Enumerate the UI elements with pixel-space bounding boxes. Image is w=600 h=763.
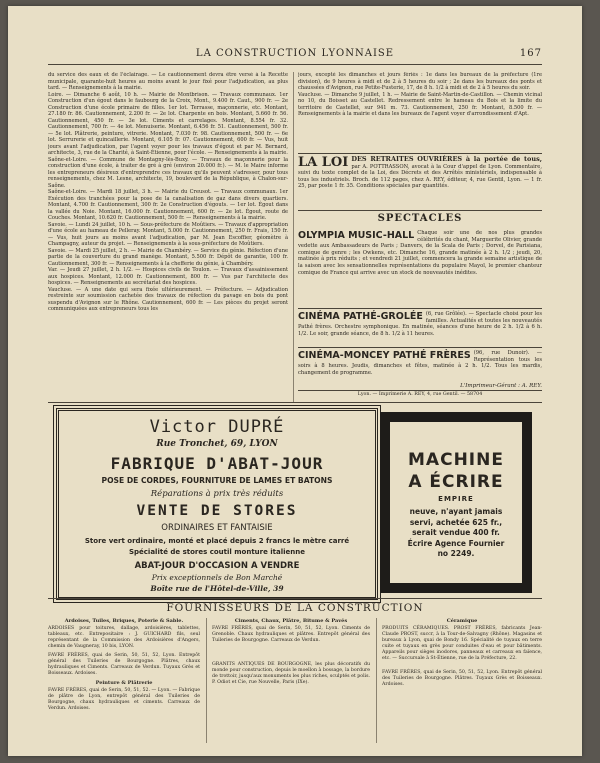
fournisseur-entry: PRODUITS CÉRAMIQUES. PROST FRÈRES, fabricants Jean-Claude PROST, succr, à la Tour-de-Salvagny (Rhône). Magasins et bureaux à Lyon, quai de Bondy 16. Spécialité de tuyaux en terre cuite et tuyaux en grès pour conduites d'eau et pour bâtiments. Appareils pour sièges inodores, panneaux et carreaux en faïence, etc. — Succursale à St-Étienne, rue de la Préfecture, 22. (382, 626, 542, 661)
section-rule (298, 347, 542, 348)
machine-text-line: servi, achetée 625 fr., (409, 517, 503, 527)
dupre-line8: Boîte rue de l'Hôtel-de-Ville, 39 (150, 584, 284, 593)
imprimeur-signature: L'Imprimeur-Gérant : A. REY. (460, 383, 542, 389)
fournisseurs-heading: Ardoises, Tuiles, Briques, Poterie & Sable. (64, 618, 184, 624)
left-paragraph: Savoie. — Lundi 24 juillet, 10 h. — Sous-préfecture de Moûtiers. — Travaux d'appropriation d'une école au hameau de Pelleray. Montant, 5.000 fr. Cautionnement, 250 fr. Frais, 150 fr. — Vus, huit jours au moins avant l'adjudication, par M. Jean Escoffier, géomètre à Champagny, auteur du projet. — Renseignements à la sous-préfecture de Moûtiers. (48, 221, 288, 247)
section-rule (298, 390, 542, 391)
machine-text-line: Écrire Agence Fournier (407, 538, 505, 548)
dupre-name: Victor DUPRÉ (149, 417, 285, 437)
olympia-text: Chaque soir une de nos plus grandes célébrités du chant, Marguerite Olivier, grande vedette aux Ambassadeurs de Paris ; Danvers, de la Scala de Paris ; Dorvel, de Parisiana, comique de genre ; les Owkens, etc. Dimanche 16, grande matinée à 2 h. 1/2 ; jeudi, 20, matinée à prix réduits ; et vendredi 21 juillet, commencera la grande semaine artistique de la saison avec les sensationnelles représentations du populaire Mayol, le premier chanteur comique de France qui arrive avec un stock de nouveautés inédites. (298, 230, 542, 276)
left-paragraph: Saône-et-Loire. — Mardi 18 juillet, 3 h. — Mairie du Creusot. — Travaux communaux. 1er Exécution des tranchées pour la pose de la canalisation de gaz dans divers quartiers. Montant, 4.700 fr. Cautionnement, 300 fr. 2e Construction d'égouts. — 1er lot. Égout dans la vallée du Noie. Montant, 16.000 fr. Cautionnement, 600 fr. — 2e lot. Égout, route de Couches. Montant, 10.620 fr. Cautionnement, 500 fr. — Renseignements à la mairie. (48, 189, 288, 221)
left-paragraph: Vaucluse. — A une date qui sera fixée ultérieurement. — Préfecture. — Adjudication restreinte sur soumission cachetée des travaux de réfection du pavage en bois du pont suspendu d'Avignon sur le Rhône. Cautionnement, 600 fr. — Les pièces du projet seront communiquées aux entrepreneurs tous les (48, 286, 288, 312)
fournisseur-entry: GRANITS ANTIQUES DE BOURGOGNE, les plus décoratifs du monde pour construction, depuis le moellon à bossage, la bordure de trottoir, jusqu'aux monuments les plus riches, sculptés et polis. P. Odiot et Cie, rue Nouvelle, Paris (IXe). (212, 662, 370, 685)
la-loi-heading: DES RETRAITES OUVRIÈRES à la portée de tous, (351, 155, 542, 163)
ads-bottom-rule (48, 598, 542, 599)
fournisseur-entry: FAVRE FRÈRES, quai de Serin, 50, 51, 52, Lyon. Entrepôt général des Tuileries de Bourgogne. Plâtres. Tuyaux Grès et Boisseaux. Ardoises. (382, 670, 542, 687)
left-paragraph: Var. — Jeudi 27 juillet, 2 h. 1/2. — Hospices civils de Toulon. — Travaux d'assainissement aux hospices. Montant, 12.000 fr. Cautionnement, 800 fr. — Vus par l'architecte des hospices. — Renseignements au secrétariat des hospices. (48, 267, 288, 286)
right-paragraph: Vaucluse. — Dimanche 9 juillet, 1 h. — Mairie de Saint-Martin-de-Castillon. — Chemin vicinal no 10, du Boisset au Castellet. Redressement entre le hameau du Bois et la limite du territoire de Castellet, sur 941 m. 73. Cautionnement, 250 fr. Montant, 8.500 fr. — Renseignements à la mairie et dans les bureaux de l'agent voyer d'arrondissement d'Apt. (298, 91, 542, 117)
section-rule (298, 308, 542, 309)
right-column-adjudications (298, 72, 542, 118)
ads-top-rule (48, 402, 542, 403)
machine-text-line: neuve, n'ayant jamais (409, 507, 503, 516)
fournisseurs-title: FOURNISSEURS DE LA CONSTRUCTION (166, 602, 424, 614)
fournisseurs-col-ceramique (382, 618, 542, 691)
fournisseur-entry: FAVRE FRÈRES, quai de Serin, 50, 51, 52, Lyon. Entrepôt général des Tuileries de Bourgogne. Plâtres, chaux hydrauliques et Ciments. Carreaux de Verdun. Tuyaux Grès et Boisseaux. Ardoises. (48, 653, 200, 676)
machine-advert-inner (390, 422, 522, 583)
machine-text-line: no 2249. (437, 549, 475, 558)
la-loi-text: par A. POTTRASSON, avocat à la Cour d'appel de Lyon. Commentaire, suivi du texte complet de la Loi, des Décrets et des Arrêtés ministériels, indispensable à tous les industriels. Broch. de 112 pages, chez A. REY, éditeur, 4, rue Gentil, Lyon. — 1 fr. 25, par poste 1 fr. 35. Conditions spéciales par quantités. (298, 163, 542, 190)
dupre-advert (56, 408, 378, 600)
moncey-text: (96, rue Dunoir). — Représentation tous les soirs à 8 heures. Jeudis, dimanches et fêtes, matinée à 2 h. 1/2. Tous les mardis, changement de programme. (298, 350, 542, 376)
dupre-line3: ORDINAIRES ET FANTAISIE (161, 523, 273, 533)
fournisseurs-heading: Peinture & Plâtrerie (95, 680, 153, 686)
section-rule (298, 153, 542, 154)
left-paragraph: du service des eaux et de l'éclairage. — Le cautionnement devra être versé à la Recette municipale, quarante-huit heures au moins avant le jour fixé pour l'adjudication, au plus tard. — Renseignements à la mairie. (48, 72, 288, 91)
header-rule (48, 64, 542, 65)
fournisseur-entry: FAVRE FRÈRES, quai de Serin, 50, 51, 52. — Lyon. — Fabrique de plâtre de Lyon, entrepôt général des Tuileries de Bourgogne, chaux hydrauliques et ciments. Carreaux de Verdun. Ardoises. (48, 688, 200, 711)
left-paragraph: Savoie. — Mardi 25 juillet, 2 h. — Mairie de Chambéry. — Service du génie. Réfection d'une partie de la couverture du grand manège. Montant, 5.500 fr. Dépôt de garantie, 100 fr. Cautionnement, 300 fr. — Renseignements à la chefferie du génie, à Chambéry. (48, 247, 288, 267)
machine-text (390, 507, 522, 560)
machine-brand: EMPIRE (438, 495, 474, 503)
machine-text-line: serait vendue 400 fr. (412, 528, 500, 537)
left-column-adjudications (48, 72, 288, 399)
column-divider (206, 618, 207, 743)
olympia-title: OLYMPIA MUSIC-HALL (298, 230, 415, 241)
page-header (48, 48, 542, 62)
fournisseurs-heading: Céramique (446, 618, 478, 624)
section-rule (298, 210, 542, 211)
fournisseurs-col-ardoises (48, 618, 200, 715)
page-number: 167 (519, 48, 542, 59)
la-loi-big: LA LOI (298, 155, 349, 170)
machine-title2: A ÉCRIRE (408, 472, 504, 492)
fournisseur-entry: FAVRE FRÈRES, quai de Serin, 50, 51, 52, Lyon. Ciments de Grenoble. Chaux hydrauliques et plâtres. Entrepôt général des Tuileries de Bourgogne. Carreaux de Verdun. (212, 626, 370, 643)
left-paragraph: Saône-et-Loire. — Commune de Montagny-lès-Buxy. — Travaux de maçonnerie pour la construction d'une école, à traiter de gré à gré (environ 20.000 fr.). — M. le Maire informe les entrepreneurs désireux d'entreprendre ces travaux qu'ils peuvent s'adresser, pour tous renseignements, chez M. Lesne, architecte, 19, boulevard de la République, à Chalon-sur-Saône. (48, 156, 288, 189)
fournisseurs-col-ciments (212, 618, 370, 689)
spectacles-heading: SPECTACLES (377, 213, 463, 224)
machine-title1: MACHINE (408, 450, 504, 470)
grolee-title: CINÉMA PATHÉ-GROLÉE (298, 311, 423, 322)
dupre-line4: Store vert ordinaire, monté et placé depuis 2 francs le mètre carré (84, 537, 350, 545)
dupre-line5: Spécialité de stores coutil monture italienne (128, 548, 306, 556)
newspaper-page (8, 6, 582, 756)
dupre-line7: Prix exceptionnels de Bon Marché (151, 573, 283, 582)
dupre-line1: POSE DE CORDES, FOURNITURE DE LAMES ET BATONS (101, 476, 333, 485)
imprint-line: Lyon. — Imprimerie A. REY, 4, rue Gentil. — 58704 (357, 392, 483, 397)
dupre-address: Rue Tronchet, 69, LYON (156, 439, 278, 449)
journal-title: LA CONSTRUCTION LYONNAISE (195, 48, 395, 59)
dupre-line6: ABAT-JOUR D'OCCASION A VENDRE (134, 561, 300, 571)
olympia-advert (298, 230, 542, 276)
dupre-line2: Réparations à prix très réduits (150, 489, 284, 499)
left-paragraph: Loire. — Dimanche 6 août, 10 h. — Mairie de Montbrison. — Travaux communaux. 1er Construction d'un égout dans le faubourg de la Croix, Mont., 9.400 fr. Caut., 900 fr. — 2e Construction d'une école primaire de filles. 1er lot. Terrasse, maçonnerie, etc. Montant, 27.180 fr. 86. Cautionnement, 2.200 fr. — 2e lot. Charpente en bois. Montant, 5.660 fr. 56. Cautionnement, 450 fr. — 3e lot. Ciments et carrelages. Montant, 8.554 fr. 32. Cautionnement, 700 fr. — 4e lot. Menuiserie. Montant, 6.456 fr. 51. Cautionnement, 500 fr. — 5e lot. Plâtrerie, peinture, vitrerie. Montant, 7.030 fr. 98. Cautionnement, 500 fr. — 6e lot. Serrurerie et quincaillerie. Montant, 6.105 fr. 07. Cautionnement, 600 fr. — Vus, huit jours avant l'adjudication, par l'agent voyer pour les travaux d'égout et par M. Bernard, architecte, 3, rue de la Charité, à Saint-Étienne, pour l'école. — Renseignements à la mairie. (48, 91, 288, 156)
dupre-headline2: VENTE DE STORES (136, 503, 298, 519)
right-paragraph: jours, excepté les dimanches et jours fériés : 1e dans les bureaux de la préfecture (1re division), de 9 heures à midi et de 2 à 5 heures du soir ; 2e dans les bureaux des ponts et chaussées d'Avignon, rue Petite-Fusterie, 17, de 8 h. 1/2 à midi et de 2 à 5 heures du soir. (298, 72, 542, 91)
column-divider (293, 72, 294, 402)
moncey-title: CINÉMA-MONCEY PATHÉ FRÈRES (298, 350, 471, 361)
fournisseur-entry: ARDOISES pour toitures, dallage, ardoisières, tablettes, tableaux, etc. Entrepositaire : J. GUICHARD fils, seul représentant de la Commission des Ardoisières d'Angers, chemin de Vaugneray, 10 bis, LYON. (48, 626, 200, 649)
column-divider (376, 618, 377, 743)
fournisseurs-heading: Ciments, Chaux, Plâtre, Bitume & Pavés (234, 618, 348, 624)
dupre-headline: FABRIQUE D'ABAT-JOUR (110, 454, 324, 473)
grolee-text: (6, rue Grôlée). — Spectacle choisi pour les familles. Actualités et toutes les nouveautés Pathé frères. Orchestre symphonique. En matinée, séances d'une heure de 2 h. 1/2 à 6 h. 1/2. Le soir, grande séance, de 8 h. 1/2 à 11 heures. (298, 311, 542, 337)
machine-a-ecrire-advert (380, 412, 532, 593)
grolee-advert (298, 311, 542, 337)
moncey-advert (298, 350, 542, 376)
la-loi-advert (298, 156, 542, 190)
